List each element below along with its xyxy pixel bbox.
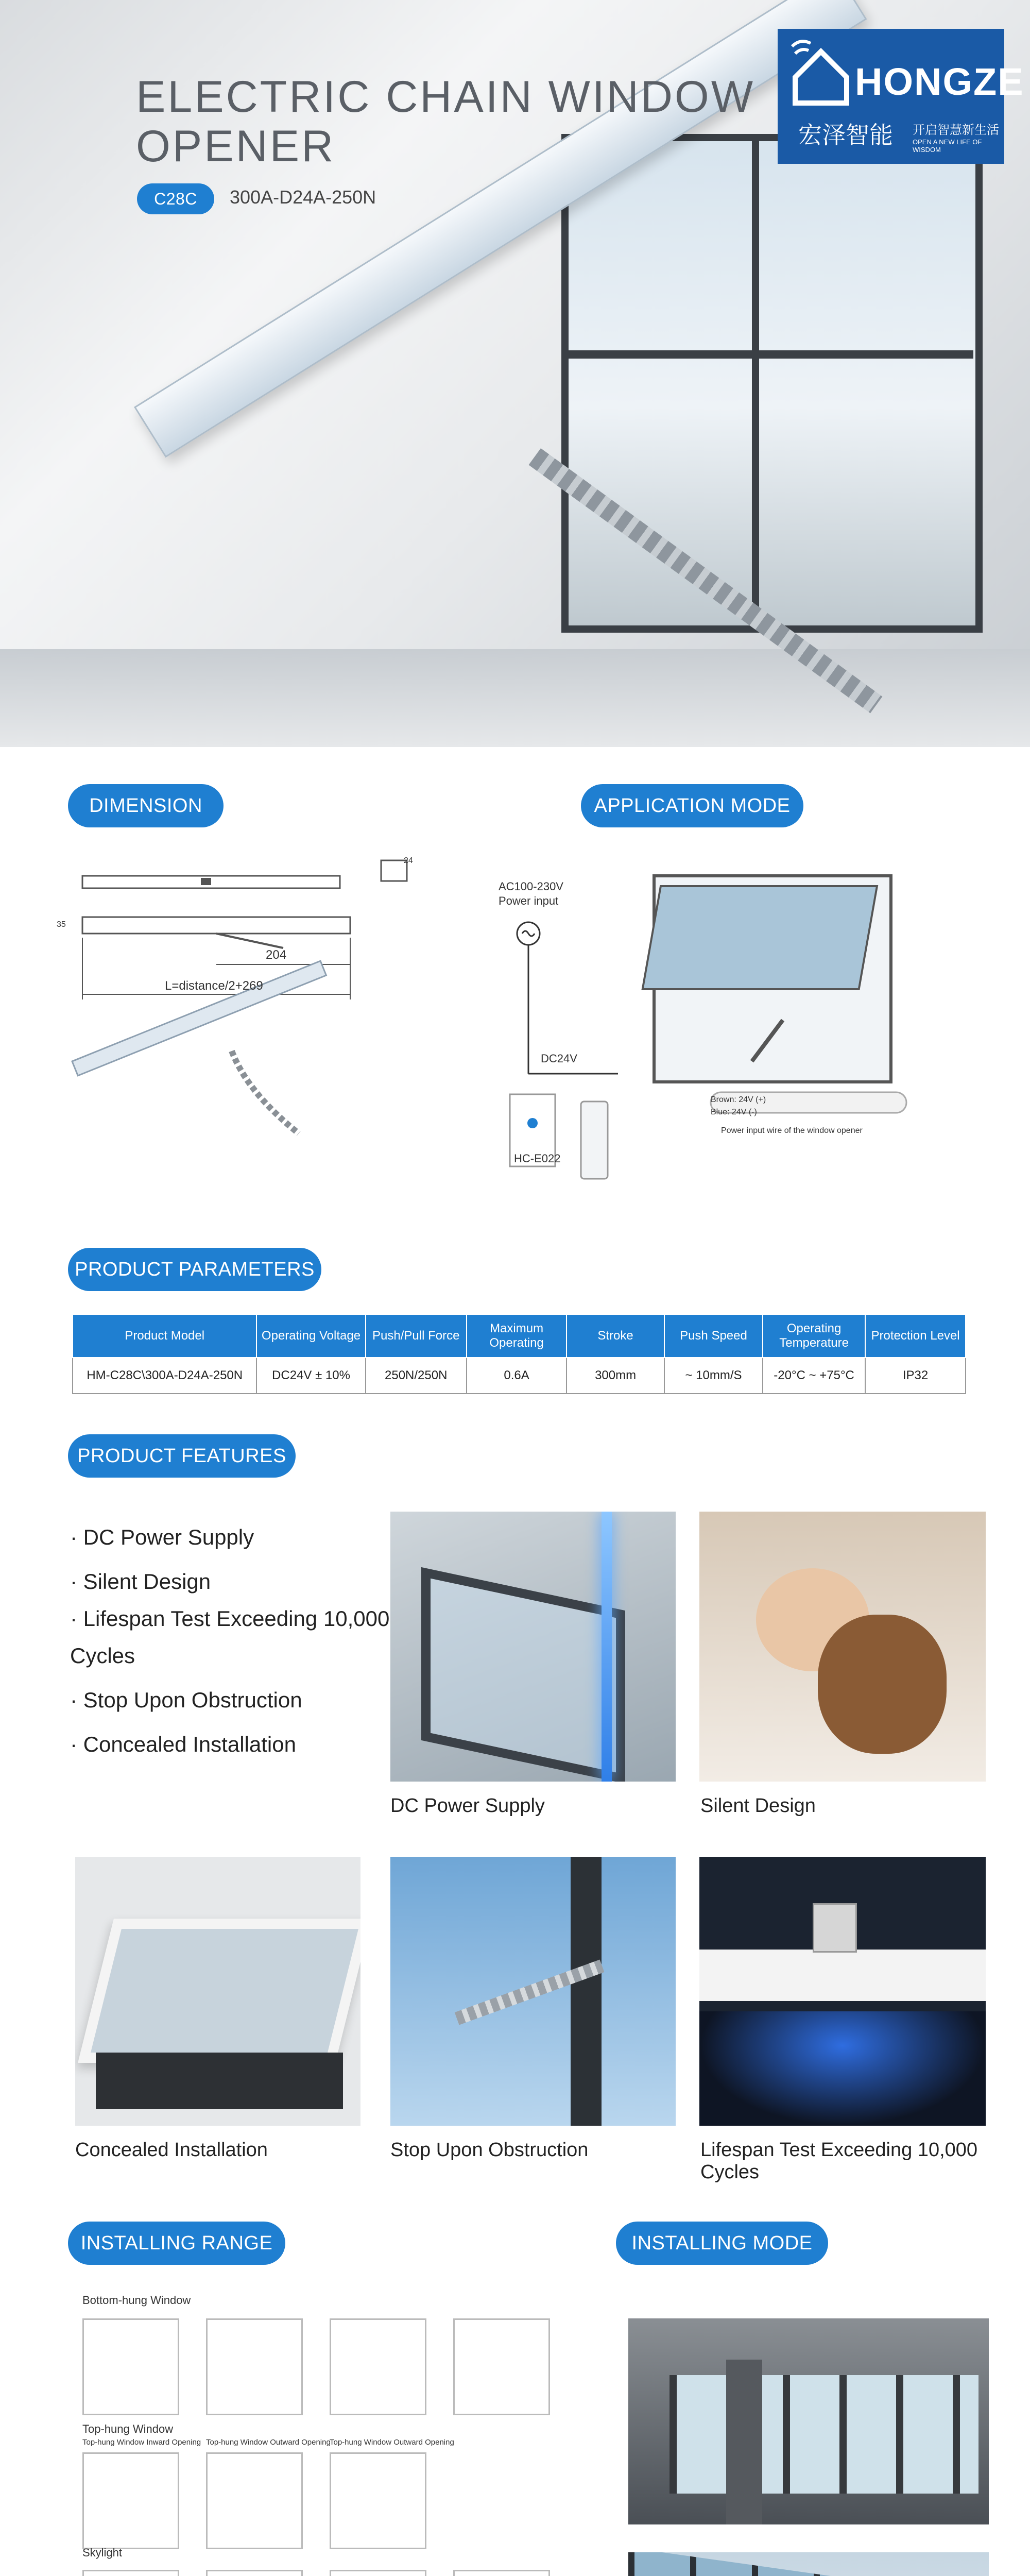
concealed-caption: Concealed Installation: [75, 2139, 268, 2161]
table-cell: 300mm: [566, 1358, 664, 1394]
stop-caption: Stop Upon Obstruction: [390, 2139, 589, 2161]
wire-brown-label: Brown: 24V (+): [711, 1095, 766, 1104]
stop-upon-obstruction-photo: [390, 1857, 676, 2126]
product-parameters-heading: PRODUCT PARAMETERS: [68, 1248, 321, 1291]
page-title: [136, 72, 755, 171]
controller-label: HC-E022: [514, 1152, 561, 1165]
photo-column: [726, 2360, 762, 2524]
hero-window-mullion: [561, 350, 973, 359]
photo-bracket: [813, 1903, 857, 1953]
table-row: [73, 1358, 966, 1394]
table-header-cell: Stroke: [566, 1314, 664, 1358]
logo-brand-text: HONGZE: [855, 60, 1024, 103]
feature-item: · Lifespan Test Exceeding 10,000: [70, 1606, 390, 1631]
feature-item: · Stop Upon Obstruction: [70, 1688, 302, 1712]
title-line-1: ELECTRIC CHAIN WINDOW: [136, 72, 755, 122]
feature-item: · Concealed Installation: [70, 1732, 296, 1756]
top-hung-sub-label: Top-hung Window Outward Opening: [330, 2438, 454, 2447]
bottom-hung-thumb: [453, 2318, 550, 2415]
feature-item: · Silent Design: [70, 1569, 211, 1594]
skylight-thumb: [330, 2570, 426, 2576]
photo-skylight-row: [628, 2552, 989, 2576]
table-header-cell: Push/Pull Force: [366, 1314, 467, 1358]
top-hung-sub-label: Top-hung Window Outward Opening: [206, 2438, 331, 2447]
dim-label-24: 24: [404, 856, 413, 865]
model-badge: C28C: [137, 183, 214, 214]
table-cell: -20°C ~ +75°C: [763, 1358, 865, 1394]
dc-label: DC24V: [541, 1052, 577, 1065]
installing-mode-photo-1: [628, 2318, 989, 2524]
top-hung-sub-label: Top-hung Window Inward Opening: [82, 2438, 201, 2447]
lifespan-test-photo: [699, 1857, 986, 2126]
wire-caption: Power input wire of the window opener: [721, 1126, 863, 1135]
table-header-cell: Push Speed: [664, 1314, 763, 1358]
installing-range-heading: INSTALLING RANGE: [68, 2222, 285, 2265]
skylight-thumb: [82, 2570, 179, 2576]
wiring-diagram: [494, 866, 999, 1185]
table-cell: 0.6A: [467, 1358, 566, 1394]
photo-glow: [699, 2011, 986, 2126]
bottom-hung-label: Bottom-hung Window: [82, 2294, 191, 2307]
photo-opener-bar: [699, 1950, 986, 2001]
installing-mode-photo-2: [628, 2552, 989, 2576]
silent-design-caption: Silent Design: [700, 1795, 816, 1817]
silent-design-photo: [699, 1512, 986, 1782]
photo-open-sash: [78, 1919, 360, 2063]
application-mode-heading: APPLICATION MODE: [581, 784, 803, 827]
parameters-table: [72, 1314, 966, 1394]
brand-logo: [778, 29, 1024, 164]
table-header-cell: Maximum Operating: [467, 1314, 566, 1358]
logo-slogan-en: OPEN A NEW LIFE OF WISDOM: [913, 138, 982, 154]
table-header-cell: Operating Voltage: [256, 1314, 365, 1358]
power-label-2: Power input: [499, 894, 559, 907]
photo-lightning: [602, 1512, 612, 1782]
bottom-hung-thumb: [330, 2318, 426, 2415]
dim-label-204: 204: [266, 948, 287, 962]
logo-cn-text: 宏泽智能: [798, 121, 893, 149]
skylight-thumb: [206, 2570, 303, 2576]
bottom-hung-thumb: [82, 2318, 179, 2415]
power-label-1: AC100-230V: [499, 880, 563, 893]
photo-teddy-bear: [818, 1615, 947, 1754]
table-cell: ~ 10mm/S: [664, 1358, 763, 1394]
title-line-2: OPENER: [136, 122, 336, 171]
photo-frame-right: [571, 1857, 602, 2126]
dimension-heading: DIMENSION: [68, 784, 224, 827]
table-header-cell: Protection Level: [865, 1314, 966, 1358]
top-hung-label: Top-hung Window: [82, 2422, 174, 2435]
dc-power-supply-photo: [390, 1512, 676, 1782]
dim-label-35: 35: [57, 920, 66, 929]
logo-slogan-cn: 开启智慧新生活: [913, 123, 999, 137]
feature-item: · DC Power Supply: [70, 1525, 254, 1549]
hero-window-right: [752, 134, 983, 633]
installing-mode-heading: INSTALLING MODE: [616, 2222, 828, 2265]
dimension-drawing: [62, 845, 474, 1175]
table-header-cell: Operating Temperature: [763, 1314, 865, 1358]
photo-glass-facade: [670, 2375, 978, 2494]
table-cell: DC24V ± 10%: [256, 1358, 365, 1394]
top-hung-thumb: [82, 2452, 179, 2549]
photo-window-sash: [421, 1567, 625, 1782]
product-features-heading: PRODUCT FEATURES: [68, 1434, 296, 1478]
bottom-hung-thumb: [206, 2318, 303, 2415]
feature-item: Cycles: [70, 1643, 135, 1668]
skylight-thumb: [453, 2570, 550, 2576]
model-spec: 300A-D24A-250N: [230, 187, 376, 208]
dim-label-formula: L=distance/2+269: [165, 979, 263, 993]
lifespan-caption: Lifespan Test Exceeding 10,000 Cycles: [700, 2139, 978, 2183]
dc-power-caption: DC Power Supply: [390, 1795, 545, 1817]
table-header-row: [73, 1314, 966, 1358]
top-hung-thumb: [330, 2452, 426, 2549]
photo-dark-opening: [96, 2053, 343, 2109]
concealed-installation-photo: [75, 1857, 360, 2126]
top-hung-thumb: [206, 2452, 303, 2549]
wire-blue-label: Blue: 24V (-): [711, 1108, 757, 1116]
table-header-cell: Product Model: [73, 1314, 256, 1358]
skylight-label: Skylight: [82, 2546, 123, 2559]
table-cell: 250N/250N: [366, 1358, 467, 1394]
table-cell: IP32: [865, 1358, 966, 1394]
wifi-house-icon: [785, 36, 857, 108]
table-cell: HM-C28C\300A-D24A-250N: [73, 1358, 256, 1394]
